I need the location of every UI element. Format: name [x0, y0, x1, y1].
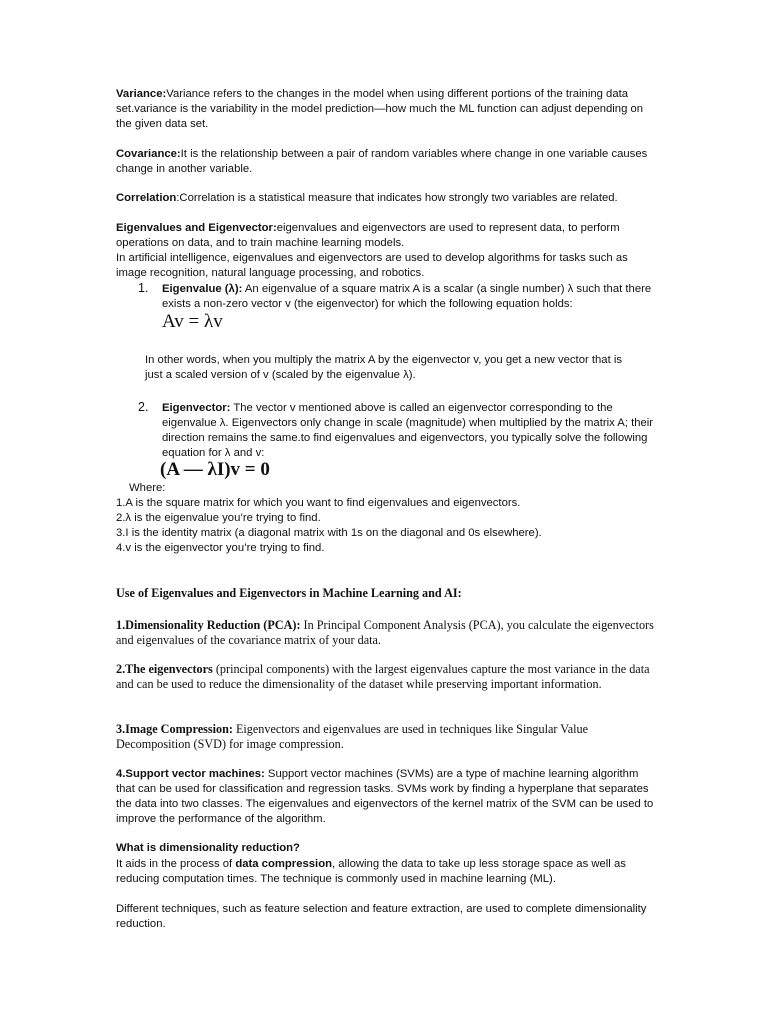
dimred-pre: It aids in the process of	[116, 858, 236, 870]
where-list	[116, 496, 656, 556]
use-item-term: 1.Dimensionality Reduction (PCA):	[116, 618, 301, 632]
use-item-pca	[116, 618, 656, 647]
use-item-term: 3.Image Compression:	[116, 722, 233, 736]
covariance-term: Covariance:	[116, 148, 181, 160]
variance-term: Variance:	[116, 88, 167, 100]
eigenvalue-term: Eigenvalue (λ):	[162, 283, 243, 295]
dimred-paragraph	[116, 857, 656, 887]
dimred-bold: data compression	[235, 858, 332, 870]
eigenvector-text: The vector v mentioned above is called an eigenvector corresponding to the eigenvalue λ. Eigenvectors only change in scale (magnitude) when multiplied by the matrix A; their direction remains the same.to find eigenvalues and eigenvectors, you typically solve the following equation for λ and v:	[162, 402, 654, 459]
covariance-paragraph	[116, 147, 656, 177]
correlation-text: :Correlation is a statistical measure that indicates how strongly two variables are related.	[176, 192, 618, 204]
use-item-text: Eigenvectors and eigenvalues are used in techniques like Singular Value Decomposition (SVD) for image compression.	[116, 722, 589, 751]
eigenvalue-text: An eigenvalue of a square matrix A is a scalar (a single number) λ such that there exists a non-zero vector v (the eigenvector) for which the following equation holds:	[162, 283, 652, 310]
use-heading-text: Use of Eigenvalues and Eigenvectors in Machine Learning and AI:	[116, 586, 462, 600]
dimred-paragraph-2: Different techniques, such as feature selection and feature extraction, are used to complete dimensionality reduction.	[116, 903, 647, 930]
eigenvector-term: Eigenvector:	[162, 402, 231, 414]
item1-number: 1.	[138, 281, 149, 295]
eigenvalue-item	[162, 282, 656, 312]
where-line: 4.v is the eigenvector you’re trying to find.	[116, 542, 325, 554]
svm-paragraph	[116, 767, 656, 827]
eigen-equation: Av = λv	[162, 311, 223, 332]
eigen-intro-text: eigenvalues and eigenvectors are used to represent data, to perform operations on data, and to train machine learning models.	[116, 222, 620, 249]
where-line: 2.λ is the eigenvalue you’re trying to find.	[116, 512, 321, 524]
svm-text: Support vector machines (SVMs) are a type of machine learning algorithm that can be used for classification and regression tasks. SVMs work by finding a hyperplane that separates the data into two classes. The eigenvalues and eigenvectors of the kernel matrix of the SVM can be used to improve the performance of the algorithm.	[116, 768, 654, 825]
dimred-post: , allowing the data to take up less storage space as well as reducing computation times. The technique is commonly used in machine learning (ML).	[116, 858, 626, 885]
item2-number: 2.	[138, 400, 149, 414]
correlation-paragraph	[116, 191, 656, 206]
use-item-term: 2.The eigenvectors	[116, 662, 213, 676]
variance-text: Variance refers to the changes in the model when using different portions of the training data set.variance is the variability in the model prediction—how much the ML function can adjust depending on the given data set.	[116, 88, 644, 130]
variance-paragraph	[116, 87, 656, 132]
use-item-text: (principal components) with the largest eigenvalues capture the most variance in the data and can be used to reduce the dimensionality of the dataset while preserving important information.	[116, 662, 650, 691]
characteristic-equation: (A — λI)v = 0	[160, 459, 270, 480]
covariance-text: It is the relationship between a pair of random variables where change in one variable causes change in another variable.	[116, 148, 648, 175]
where-line: 1.A is the square matrix for which you want to find eigenvalues and eigenvectors.	[116, 497, 521, 509]
where-line: 3.I is the identity matrix (a diagonal matrix with 1s on the diagonal and 0s elsewhere).	[116, 527, 542, 539]
correlation-term: Correlation	[116, 192, 177, 204]
dimred-heading-text: What is dimensionality reduction?	[116, 842, 300, 854]
eigen-intro-paragraph	[116, 221, 656, 281]
use-item-image-compression	[116, 722, 656, 751]
eigen-intro-line2: In artificial intelligence, eigenvalues and eigenvectors are used to develop algorithms for tasks such as image recognition, natural language processing, and robotics.	[116, 252, 628, 279]
use-item-text: In Principal Component Analysis (PCA), you calculate the eigenvectors and eigenvalues of the covariance matrix of your data.	[116, 618, 654, 647]
use-heading	[116, 586, 656, 601]
eigen-intro-term: Eigenvalues and Eigenvector:	[116, 222, 277, 234]
use-item-eigenvectors	[116, 662, 656, 691]
eigenvalue-explanation: In other words, when you multiply the matrix A by the eigenvector v, you get a new vector that is just a scaled version of v (scaled by the eigenvalue λ).	[145, 354, 623, 381]
svm-term: 4.Support vector machines:	[116, 768, 265, 780]
eigenvector-item	[162, 401, 656, 461]
dimred-heading	[116, 841, 656, 856]
where-label: Where:	[129, 482, 166, 494]
